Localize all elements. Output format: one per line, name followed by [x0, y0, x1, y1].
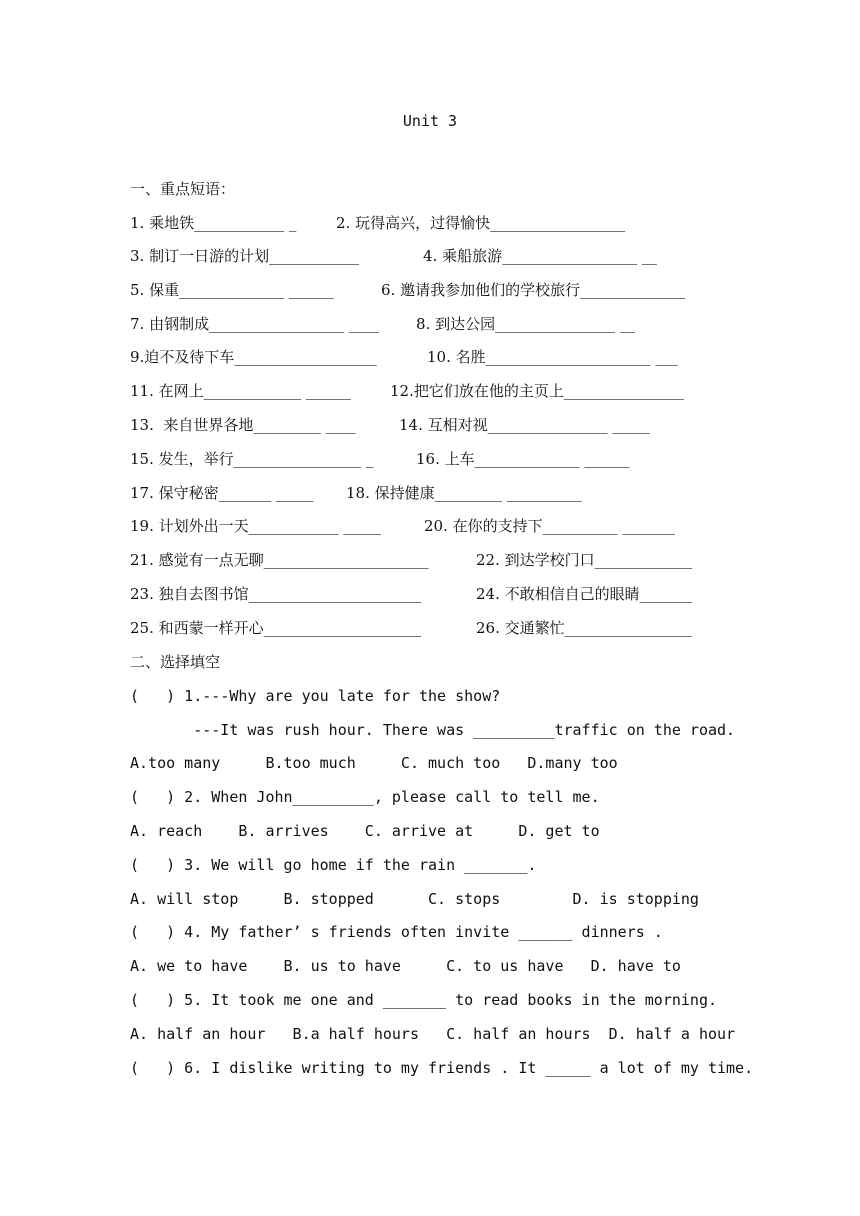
phrase-row: [130, 482, 730, 504]
phrase-item: 14. 互相对视________________ _____: [399, 416, 650, 434]
phrase-row: [130, 212, 730, 234]
question-options: A.too many B.too much C. much too D.many too: [130, 754, 618, 772]
question-options: A. half an hour B.a half hours C. half an hours D. half a hour: [130, 1025, 736, 1043]
phrase-item: 9.迫不及待下车___________________: [130, 348, 377, 366]
question-stem: ( ) 5. It took me one and _______ to read books in the morning.: [130, 991, 717, 1009]
phrase-item: 20. 在你的支持下__________ _______: [424, 517, 675, 535]
phrase-item: 17. 保守秘密_______ _____: [130, 484, 314, 502]
phrase-item: 21. 感觉有一点无聊______________________: [130, 551, 429, 569]
phrase-item: 7. 由钢制成__________________ ____: [130, 315, 379, 333]
phrase-item: 24. 不敢相信自己的眼睛_______: [476, 585, 693, 603]
phrase-item: 5. 保重______________ ______: [130, 281, 334, 299]
question-stem: ( ) 3. We will go home if the rain _______.: [130, 856, 537, 874]
phrase-row: [130, 279, 730, 301]
phrase-row: [130, 346, 730, 368]
question-options: A. reach B. arrives C. arrive at D. get to: [130, 822, 600, 840]
phrase-item: 11. 在网上_____________ ______: [130, 382, 351, 400]
phrase-row: [130, 617, 730, 639]
phrase-item: 1. 乘地铁____________ _: [130, 214, 297, 232]
phrase-item: 12.把它们放在他的主页上________________: [390, 382, 684, 400]
phrase-item: 15. 发生，举行_________________ _: [130, 450, 374, 468]
question-stem: ( ) 6. I dislike writing to my friends . It _____ a lot of my time.: [130, 1059, 754, 1077]
phrase-item: 6. 邀请我参加他们的学校旅行______________: [381, 281, 686, 299]
question-stem: ( ) 4. My father’ s friends often invite ______ dinners .: [130, 923, 663, 941]
phrase-item: 8. 到达公园________________ __: [416, 315, 635, 333]
phrase-row: [130, 515, 730, 537]
phrase-item: 2. 玩得高兴，过得愉快__________________: [336, 214, 626, 232]
page-title: Unit 3: [402, 112, 458, 130]
phrase-item: 3. 制订一日游的计划____________: [130, 247, 360, 265]
phrase-row: [130, 245, 730, 267]
question-stem: ( ) 1.---Why are you late for the show?: [130, 687, 501, 705]
phrase-item: 25. 和西蒙一样开心_____________________: [130, 619, 422, 637]
phrase-item: 19. 计划外出一天____________ _____: [130, 517, 381, 535]
section-heading-multiple-choice: 二、选择填空: [130, 653, 221, 671]
question-stem: ---It was rush hour. There was _________traffic on the road.: [130, 721, 736, 739]
phrase-row: [130, 313, 730, 335]
question-stem: ( ) 2. When John_________, please call to tell me.: [130, 788, 600, 806]
phrase-row: [130, 448, 730, 470]
phrase-row: [130, 414, 730, 436]
question-options: A. we to have B. us to have C. to us have D. have to: [130, 957, 681, 975]
phrase-row: [130, 583, 730, 605]
phrase-item: 22. 到达学校门口_____________: [476, 551, 693, 569]
phrase-item: 23. 独自去图书馆_______________________: [130, 585, 422, 603]
question-options: A. will stop B. stopped C. stops D. is stopping: [130, 890, 699, 908]
phrase-item: 13. 来自世界各地_________ ____: [130, 416, 356, 434]
phrase-item: 18. 保持健康_________ __________: [346, 484, 582, 502]
phrase-item: 16. 上车______________ ______: [416, 450, 630, 468]
section-heading-phrases: 一、重点短语：: [130, 180, 236, 198]
phrase-item: 10. 名胜______________________ ___: [427, 348, 678, 366]
phrase-item: 26. 交通繁忙_________________: [476, 619, 693, 637]
phrase-row: [130, 380, 730, 402]
phrase-item: 4. 乘船旅游__________________ __: [423, 247, 657, 265]
phrase-row: [130, 549, 730, 571]
